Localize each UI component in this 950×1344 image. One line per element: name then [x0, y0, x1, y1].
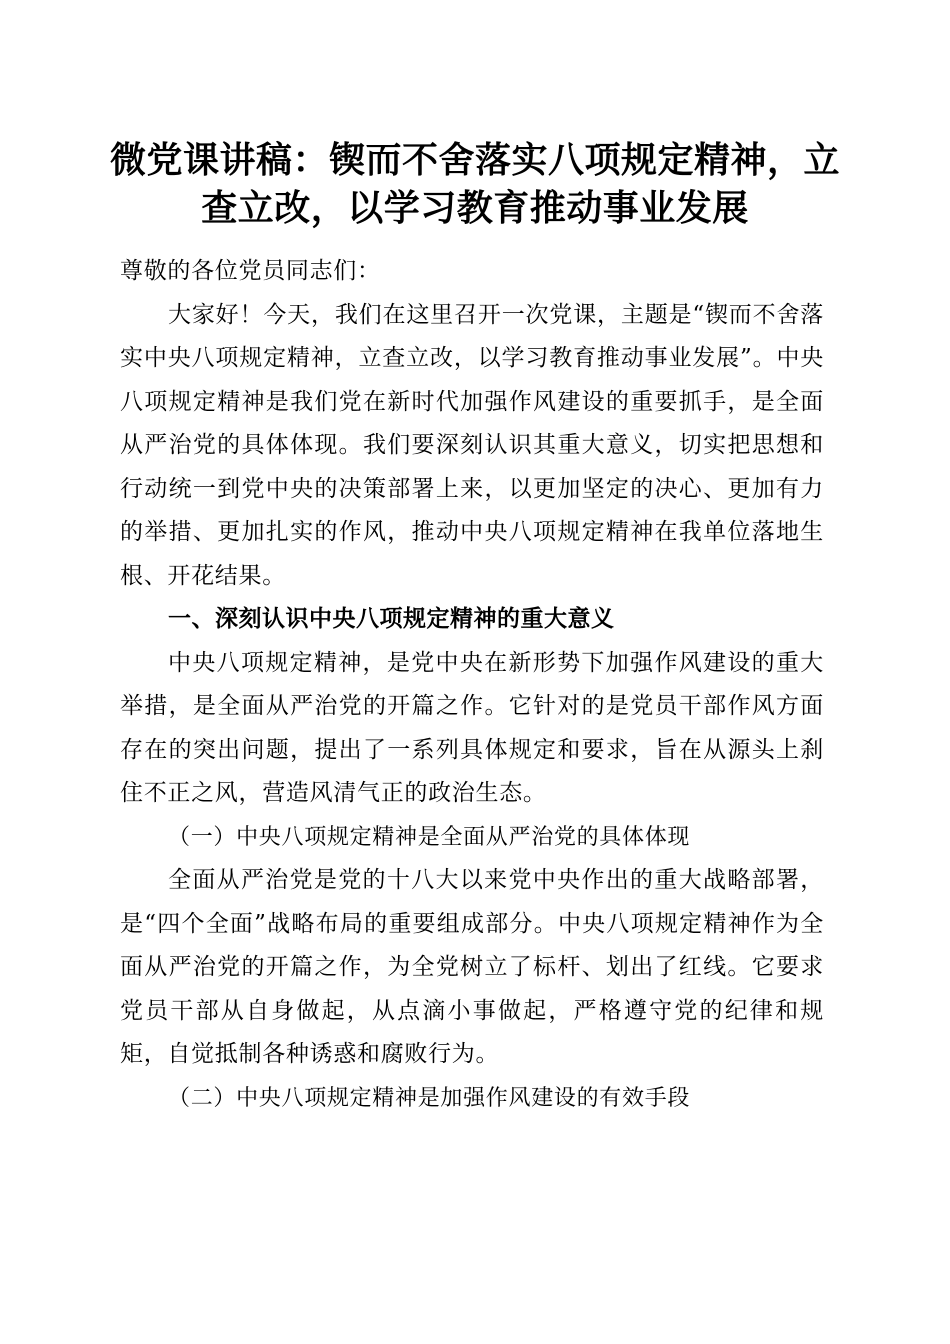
subsection-heading-2: （二）中央八项规定精神是加强作风建设的有效手段 — [168, 1085, 691, 1111]
document-body — [120, 250, 824, 1120]
subsection-heading-1: （一）中央八项规定精神是全面从严治党的具体体现 — [168, 824, 691, 850]
intro-paragraph: 大家好！今天，我们在这里召开一次党课，主题是“锲而不舍落实中央八项规定精神，立查立改，以学习教育推动事业发展”。中央八项规定精神是我们党在新时代加强作风建设的重要抓手，是全面从严治党的具体体现。我们要深刻认识其重大意义，切实把思想和行动统一到党中央的决策部署上来，以更加坚定的决心、更加有力的举措、更加扎实的作风，推动中央八项规定精神在我单位落地生根、开花结果。 — [120, 301, 824, 589]
salutation: 尊敬的各位党员同志们： — [120, 258, 381, 284]
document-title: 微党课讲稿：锲而不舍落实八项规定精神，立查立改，以学习教育推动事业发展 — [109, 139, 840, 229]
section-1-paragraph: 中央八项规定精神，是党中央在新形势下加强作风建设的重大举措，是全面从严治党的开篇之作。它针对的是党员干部作风方面存在的突出问题，提出了一系列具体规定和要求，旨在从源头上刹住不正之风，营造风清气正的政治生态。 — [120, 649, 824, 806]
subsection-1-paragraph: 全面从严治党是党的十八大以来党中央作出的重大战略部署，是“四个全面”战略布局的重要组成部分。中央八项规定精神作为全面从严治党的开篇之作，为全党树立了标杆、划出了红线。它要求党员干部从自身做起，从点滴小事做起，严格遵守党的纪律和规矩，自觉抵制各种诱惑和腐败行为。 — [120, 867, 824, 1067]
section-heading-1: 一、深刻认识中央八项规定精神的重大意义 — [168, 606, 615, 632]
